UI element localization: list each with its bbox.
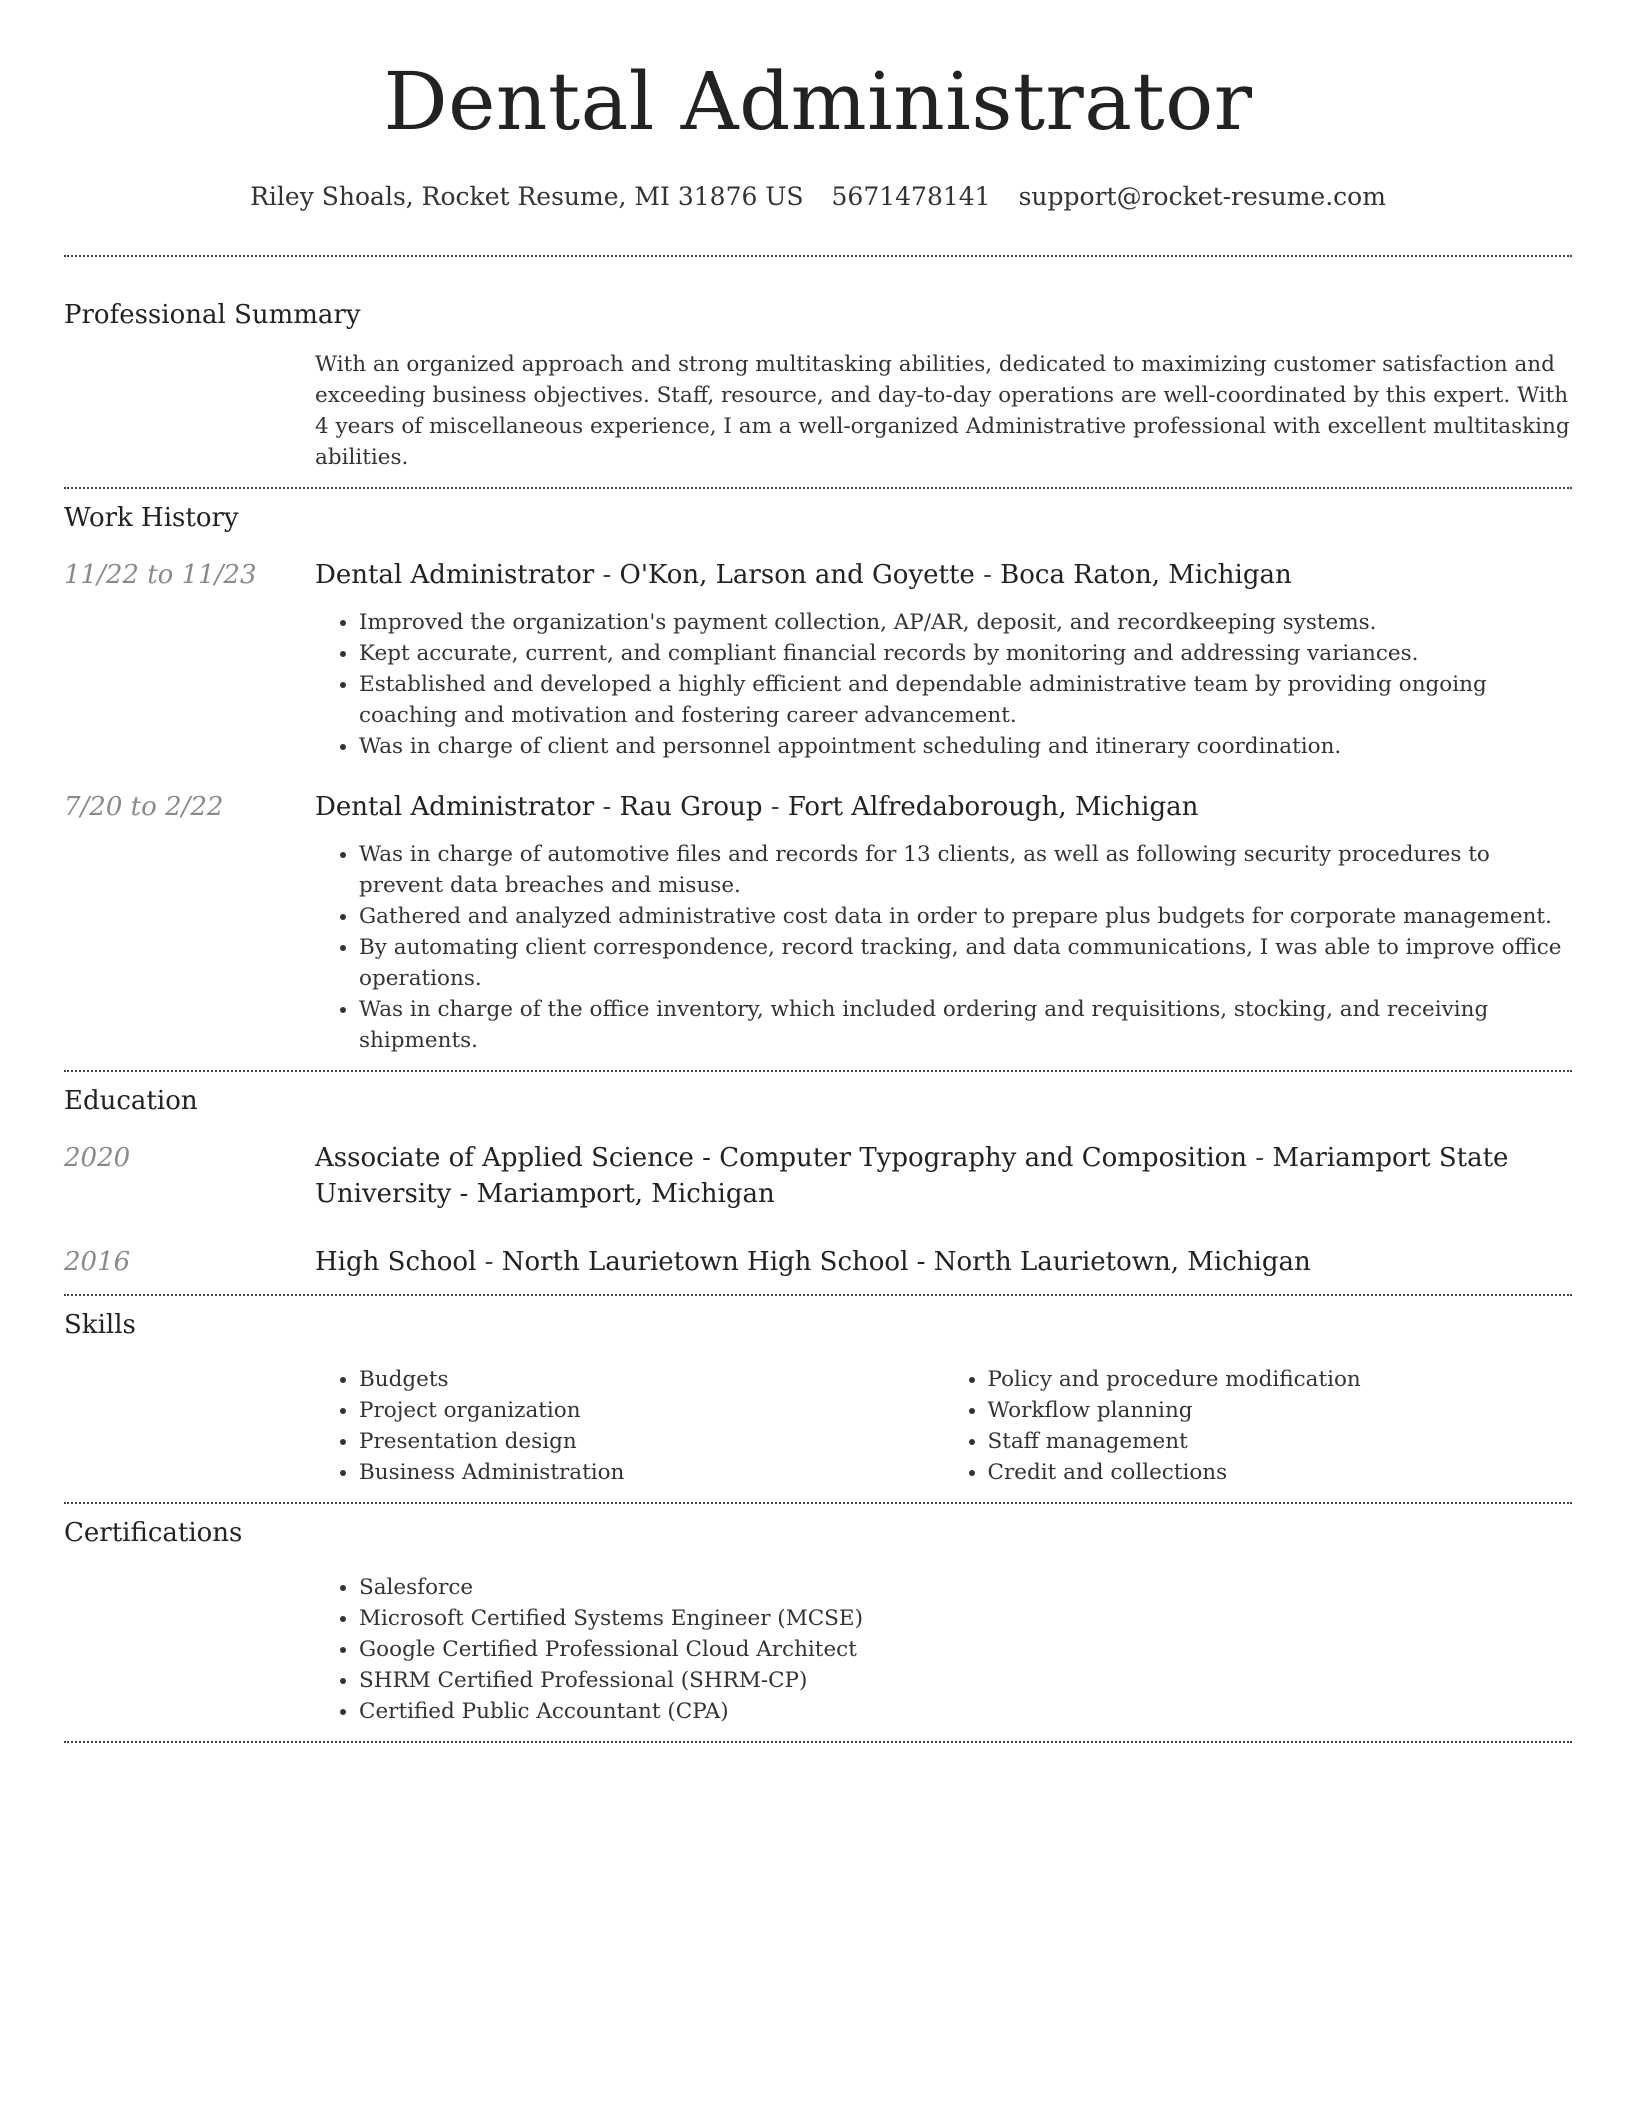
job-entry [64,557,1572,762]
job-bullets [315,839,1572,1056]
job-bullet: • Improved the organization's payment collection, AP/AR, deposit, and recordkeeping systems. [359,607,1572,638]
job-bullet: • Kept accurate, current, and compliant financial records by monitoring and addressing variances. [359,638,1572,669]
education-entry [64,1244,1572,1280]
job-bullet: • Was in charge of automotive files and records for 13 clients, as well as following security procedures to prevent data breaches and misuse. [359,839,1572,901]
summary-heading: Professional Summary [64,300,361,330]
skill-item: • Project organization [359,1395,944,1426]
certifications-section [64,1516,1572,1727]
skill-item: • Policy and procedure modification [988,1364,1573,1395]
education-heading: Education [64,1086,198,1116]
certification-item: • Salesforce [359,1572,1572,1603]
skill-item: • Budgets [359,1364,944,1395]
education-degree: High School [315,1247,477,1277]
certification-item: • Microsoft Certified Systems Engineer (MCSE) [359,1603,1572,1634]
section-divider [64,1294,1572,1296]
job-entry [64,789,1572,1056]
skill-item: • Business Administration [359,1457,944,1488]
section-divider [64,255,1572,257]
job-bullet: • Gathered and analyzed administrative cost data in order to prepare plus budgets for corporate management. [359,901,1572,932]
job-heading: Dental Administrator - Rau Group - Fort Alfredaborough, Michigan [315,792,1199,822]
job-company: O'Kon, Larson and Goyette [619,560,975,590]
section-divider [64,1070,1572,1072]
certifications-heading: Certifications [64,1518,243,1548]
skills-section [64,1308,1572,1488]
job-heading: Dental Administrator - O'Kon, Larson and Goyette - Boca Raton, Michigan [315,560,1292,590]
skill-item: • Presentation design [359,1426,944,1457]
job-dates: 7/20 to 2/22 [64,792,224,822]
certification-item: • SHRM Certified Professional (SHRM-CP) [359,1665,1572,1696]
education-entry [64,1140,1572,1212]
certification-item: • Certified Public Accountant (CPA) [359,1696,1572,1727]
job-dates: 11/22 to 11/23 [64,560,257,590]
job-location: Boca Raton, Michigan [1000,560,1292,590]
section-divider [64,1741,1572,1743]
education-section [64,1084,1572,1280]
job-location: Fort Alfredaborough, Michigan [787,792,1199,822]
job-company: Rau Group [619,792,763,822]
job-bullet: • Was in charge of client and personnel appointment scheduling and itinerary coordination. [359,731,1572,762]
summary-section [64,298,1572,473]
skill-item: • Staff management [988,1426,1573,1457]
education-school: Mariamport State University - Mariamport, Michigan [315,1143,1509,1209]
job-bullet: • Established and developed a highly efficient and dependable administrative team by providing ongoing coaching and motivation and fostering career advancement. [359,669,1572,731]
section-divider [64,487,1572,489]
contact-phone: 5671478141 [831,182,991,211]
contact-email: support@rocket-resume.com [1018,182,1386,211]
education-heading-line: High School - North Laurietown High School - North Laurietown, Michigan [315,1247,1311,1277]
skills-heading: Skills [64,1310,136,1340]
resume-page [64,0,1572,1743]
section-divider [64,1502,1572,1504]
skill-item: • Credit and collections [988,1457,1573,1488]
job-role: Dental Administrator [315,792,595,822]
skills-list-left [315,1364,944,1488]
contact-line [64,180,1572,214]
work-history-section [64,501,1572,1056]
education-year: 2016 [64,1247,131,1277]
education-heading-line: Associate of Applied Science - Computer Typography and Composition - Mariamport State University - Mariamport, Michigan [315,1143,1509,1209]
education-degree: Associate of Applied Science - Computer Typography and Composition [315,1143,1248,1173]
work-history-heading: Work History [64,503,239,533]
certifications-list [315,1572,1572,1727]
certification-item: • Google Certified Professional Cloud Architect [359,1634,1572,1665]
job-bullet: • Was in charge of the office inventory, which included ordering and requisitions, stocking, and receiving shipments. [359,994,1572,1056]
job-bullets [315,607,1572,762]
summary-text: With an organized approach and strong multitasking abilities, dedicated to maximizing customer satisfaction and exceeding business objectives. Staff, resource, and day-to-day operations are well-coordinated by this expert. With 4 years of miscellaneous experience, I am a well-organized Administrative professional with excellent multitasking abilities. [315,352,1570,470]
education-year: 2020 [64,1143,131,1173]
education-school: North Laurietown High School - North Laurietown, Michigan [501,1247,1311,1277]
resume-name-title: Dental Administrator [383,55,1253,148]
job-bullet: • By automating client correspondence, record tracking, and data communications, I was able to improve office operations. [359,932,1572,994]
skills-list-right [944,1364,1573,1488]
contact-address: Riley Shoals, Rocket Resume, MI 31876 US [250,182,804,211]
skill-item: • Workflow planning [988,1395,1573,1426]
job-role: Dental Administrator [315,560,595,590]
